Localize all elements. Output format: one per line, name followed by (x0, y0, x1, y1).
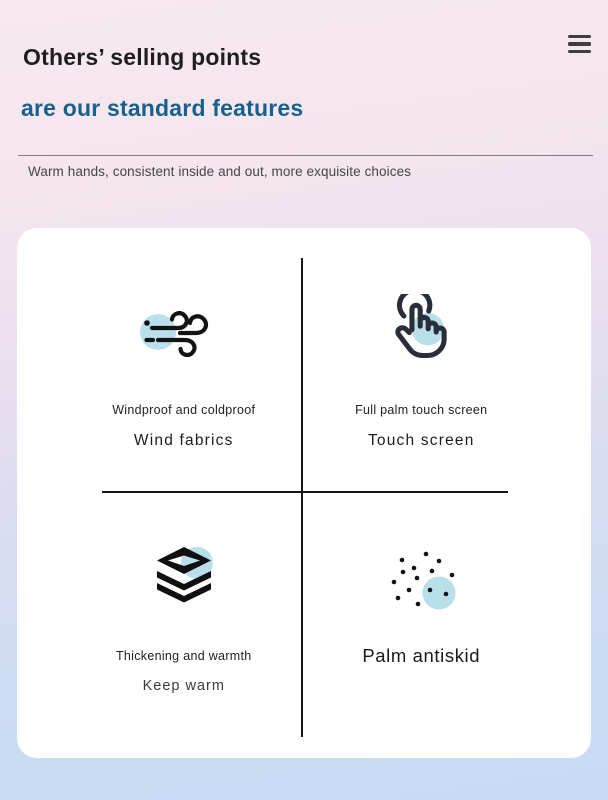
hamburger-bar (568, 50, 591, 53)
touch-tap-hand-icon (389, 294, 453, 365)
layers-stack-icon (145, 546, 223, 615)
feature-title: Keep warm (142, 678, 225, 694)
tagline-text: Warm hands, consistent inside and out, more exquisite choices (28, 164, 412, 179)
feature-caption: Thickening and warmth (115, 649, 252, 663)
feature-title: Palm antiskid (362, 645, 481, 666)
feature-cell-wind (65, 228, 303, 492)
hamburger-bar (568, 42, 591, 45)
antiskid-dots-icon (375, 547, 467, 618)
feature-title: Touch screen (367, 432, 475, 449)
header-divider (18, 155, 593, 156)
feature-caption: Windproof and coldproof (112, 403, 256, 417)
feature-cell-warm (65, 492, 303, 758)
hamburger-menu-icon[interactable] (568, 35, 591, 53)
feature-title: Wind fabrics (133, 432, 234, 449)
features-card (17, 228, 591, 758)
feature-cell-antiskid (303, 492, 541, 758)
features-grid (65, 228, 540, 758)
wind-icon (132, 294, 236, 377)
page-title: Others’ selling points (23, 44, 262, 70)
feature-caption: Full palm touch screen (355, 403, 488, 417)
feature-cell-touch (303, 228, 541, 492)
hamburger-bar (568, 35, 591, 38)
page-subtitle-accent: are our standard features (21, 95, 304, 121)
